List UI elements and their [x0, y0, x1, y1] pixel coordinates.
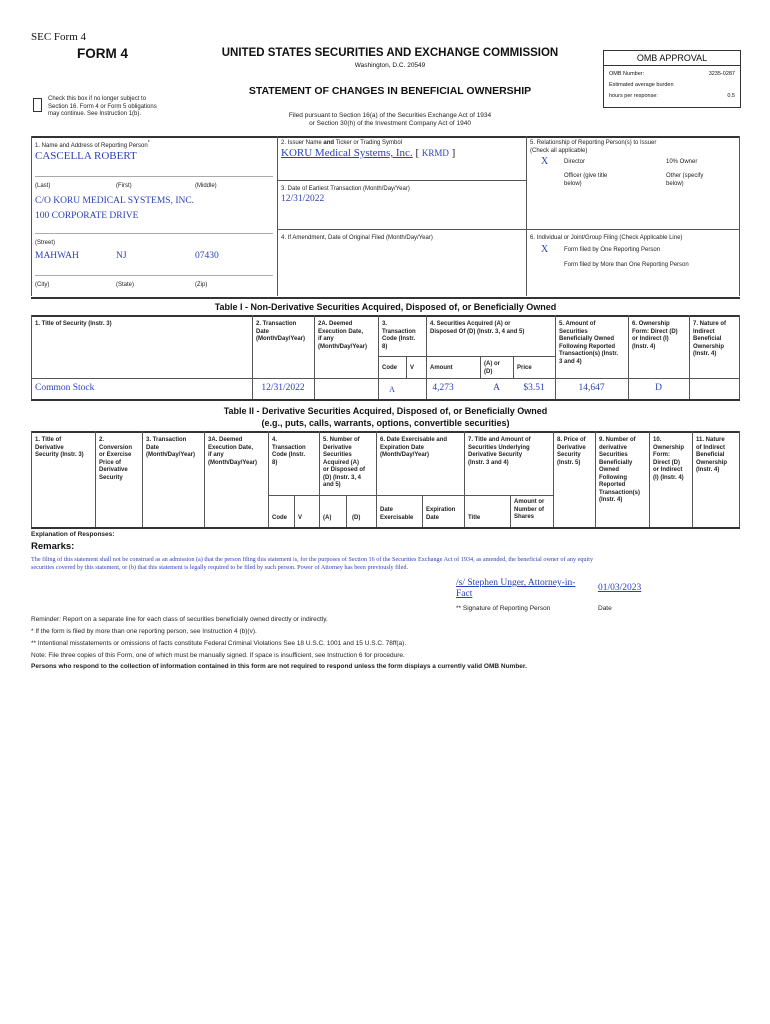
t1-col2a-header: 2A. Deemed Execution Date, if any (Month/Day/Year): [318, 321, 368, 350]
explanation-label: Explanation of Responses:: [31, 531, 115, 538]
box3-label: 3. Date of Earliest Transaction (Month/Day/Year): [281, 186, 410, 192]
t1-col3-header: 3. Transaction Code (Instr. 8): [382, 321, 416, 350]
table1-title: Table I - Non-Derivative Securities Acquired, Disposed of, or Beneficially Owned: [214, 302, 557, 312]
t2-col5-header: 5. Number of Derivative Securities Acquired (A) or Disposed of (D) (Instr. 3, 4 and 5): [323, 437, 366, 488]
t2-title-header: Title: [468, 515, 481, 521]
t2-col3-header: 3. Transaction Date (Month/Day/Year): [146, 437, 196, 458]
filed-pursuant: Filed pursuant to Section 16(a) of the Securities Exchange Act of 1934 or Section 30(h) of the Investment Company Act of 1940: [288, 112, 492, 127]
table2-title: Table II - Derivative Securities Acquired, Disposed of, or Beneficially Owned (e.g., puts, calls, warrants, options, convertible securities): [223, 406, 548, 428]
city-value: MAHWAH: [35, 251, 79, 261]
more-persons-label: Form filed by More than One Reporting Person: [564, 262, 689, 268]
remarks-text: The filing of this statement shall not be construed as an admission (a) that the person filing this statement is, for the purposes of Section 16 of the Securities Exchange Act of 1934, as amended, the beneficial owner of any equity securities covered by this statement, or (b) that this statement is legally required to be filed by such person. Power of Attorney has been previously filed.: [31, 556, 594, 571]
t1-col1-header: 1. Title of Security (Instr. 3): [35, 321, 112, 327]
street-label: (Street): [35, 240, 56, 246]
omb-number-label: OMB Number:: [609, 71, 645, 77]
t1-row-aord: A: [493, 383, 500, 393]
earliest-transaction-date: 12/31/2022: [281, 194, 325, 204]
no-longer-subject-checkbox[interactable]: [33, 98, 42, 112]
t2-col1-header: 1. Title of Derivative Security (Instr. 3): [35, 437, 84, 458]
commission-location: Washington, D.C. 20549: [354, 62, 426, 69]
t1-col7-header: 7. Nature of Indirect Beneficial Ownership (Instr. 4): [693, 321, 727, 357]
t2-col2-header: 2. Conversion or Exercise Price of Derivative Security: [99, 437, 133, 481]
box4-label: 4. If Amendment, Date of Original Filed (Month/Day/Year): [281, 235, 433, 241]
director-check[interactable]: X: [541, 156, 549, 167]
t2-v-header: V: [298, 515, 303, 521]
omb-burden-label: Estimated average burden: [609, 82, 674, 88]
footer-reminder: Reminder: Report on a separate line for each class of securities beneficially owned directly or indirectly.: [31, 616, 328, 623]
t2-expiration-header: Expiration Date: [426, 507, 456, 521]
t1-col2-header: 2. Transaction Date (Month/Day/Year): [256, 321, 306, 342]
other-label: Other (specify below): [666, 173, 704, 187]
omb-approval-box: [603, 50, 741, 108]
t1-aord-header: (A) or (D): [484, 361, 500, 375]
t1-row-form: D: [655, 383, 662, 393]
t1-v-header: V: [410, 365, 415, 371]
box2-label: 2. Issuer Name and Ticker or Trading Symbol: [281, 140, 403, 146]
officer-label: Officer (give title below): [564, 173, 608, 187]
t2-col8-header: 8. Price of Derivative Security (Instr. 5): [557, 437, 586, 466]
statement-title: STATEMENT OF CHANGES IN BENEFICIAL OWNERSHIP: [248, 85, 532, 97]
t1-price-header: Price: [517, 365, 532, 371]
omb-title: OMB APPROVAL: [604, 51, 740, 66]
ten-percent-owner-label: 10% Owner: [666, 159, 698, 165]
omb-number-value: 3235-0287: [708, 71, 735, 77]
first-label: (First): [116, 183, 132, 189]
box5-label: 5. Relationship of Reporting Person(s) to Issuer (Check all applicable): [530, 140, 657, 154]
t1-amount-header: Amount: [430, 365, 453, 371]
footer-note-3: Note: File three copies of this Form, one of which must be manually signed. If space is insufficient, see Instruction 6 for procedure.: [31, 652, 405, 659]
reporting-person-name: CASCELLA ROBERT: [35, 150, 137, 162]
t1-row-amount: 4,273: [432, 383, 454, 393]
address-line-1: C/O KORU MEDICAL SYSTEMS, INC.: [35, 196, 195, 206]
checkbox-text: Check this box if no longer subject to Section 16. Form 4 or Form 5 obligations may continue. See Instruction 1(b).: [48, 96, 157, 117]
t2-col4-header: 4. Transaction Code (Instr. 8): [272, 437, 306, 466]
t1-row-code: A: [389, 385, 395, 394]
remarks-label: Remarks:: [31, 541, 75, 552]
t2-code-header: Code: [272, 515, 287, 521]
omb-hours-label: hours per response:: [609, 93, 658, 99]
footer-note-1: * If the form is filed by more than one reporting person, see Instruction 4 (b)(v).: [31, 628, 257, 635]
top-label: SEC Form 4: [31, 31, 87, 43]
signature-name: /s/ Stephen Unger, Attorney-in- Fact: [456, 578, 576, 599]
t2-d-header: (D): [352, 515, 361, 521]
t2-col6-header: 6. Date Exercisable and Expiration Date (Month/Day/Year): [380, 437, 448, 458]
zip-value: 07430: [195, 251, 219, 261]
t1-row-price: $3.51: [523, 383, 545, 393]
box1-label: 1. Name and Address of Reporting Person*: [35, 140, 150, 149]
commission-title: UNITED STATES SECURITIES AND EXCHANGE COMMISSION: [221, 47, 559, 59]
t1-row-date: 12/31/2022: [261, 383, 305, 393]
director-label: Director: [564, 159, 586, 165]
form-title: FORM 4: [77, 46, 129, 61]
t2-col10-header: 10. Ownership Form: Direct (D) or Indirect (I) (Instr. 4): [653, 437, 685, 481]
t1-row-owned: 14,647: [578, 383, 605, 393]
one-person-check[interactable]: X: [541, 244, 549, 255]
t1-col6-header: 6. Ownership Form: Direct (D) or Indirect (I) (Instr. 4): [632, 321, 678, 350]
t2-date-exercisable-header: Date Exercisable: [380, 507, 414, 521]
t2-col7-header: 7. Title and Amount of Securities Underlying Derivative Security (Instr. 3 and 4): [468, 437, 531, 466]
t2-amount-header: Amount or Number of Shares: [514, 499, 545, 520]
footer-note-2: ** Intentional misstatements or omissions of facts constitute Federal Criminal Violations See 18 U.S.C. 1001 and 15 U.S.C. 78ff(a).: [31, 640, 407, 647]
one-person-label: Form filed by One Reporting Person: [564, 247, 661, 253]
t2-col3a-header: 3A. Deemed Execution Date, if any (Month/Day/Year): [208, 437, 258, 466]
address-line-2: 100 CORPORATE DRIVE: [35, 211, 139, 221]
t2-a-header: (A): [323, 515, 332, 521]
issuer-name: KORU Medical Systems, Inc. [ KRMD ]: [281, 147, 456, 159]
state-value: NJ: [116, 251, 127, 261]
t1-col5-header: 5. Amount of Securities Beneficially Owned Following Reported Transaction(s) (Instr. 3 and 4): [559, 321, 619, 365]
t2-col9-header: 9. Number of derivative Securities Beneficially Owned Following Reported Transaction(s) (Instr. 4): [599, 437, 641, 503]
zip-label: (Zip): [195, 282, 208, 288]
footer-omb-note: Persons who respond to the collection of information contained in this form are not required to respond unless the form displays a currently valid OMB Number.: [31, 663, 527, 670]
t2-col11-header: 11. Nature of Indirect Beneficial Ownership (Instr. 4): [696, 437, 728, 473]
date-label: Date: [598, 605, 612, 612]
t1-code-header: Code: [382, 365, 397, 371]
signature-date: 01/03/2023: [598, 583, 642, 593]
omb-hours-value: 0.5: [727, 93, 735, 99]
last-label: (Last): [35, 183, 51, 189]
middle-label: (Middle): [195, 183, 217, 189]
city-label: (City): [35, 282, 50, 288]
t1-row-title: Common Stock: [35, 383, 95, 393]
state-label: (State): [116, 282, 135, 288]
signature-label: ** Signature of Reporting Person: [456, 605, 551, 612]
box6-label: 6. Individual or Joint/Group Filing (Check Applicable Line): [530, 235, 683, 241]
t1-col4-header: 4. Securities Acquired (A) or Disposed Of (D) (Instr. 3, 4 and 5): [430, 321, 525, 335]
